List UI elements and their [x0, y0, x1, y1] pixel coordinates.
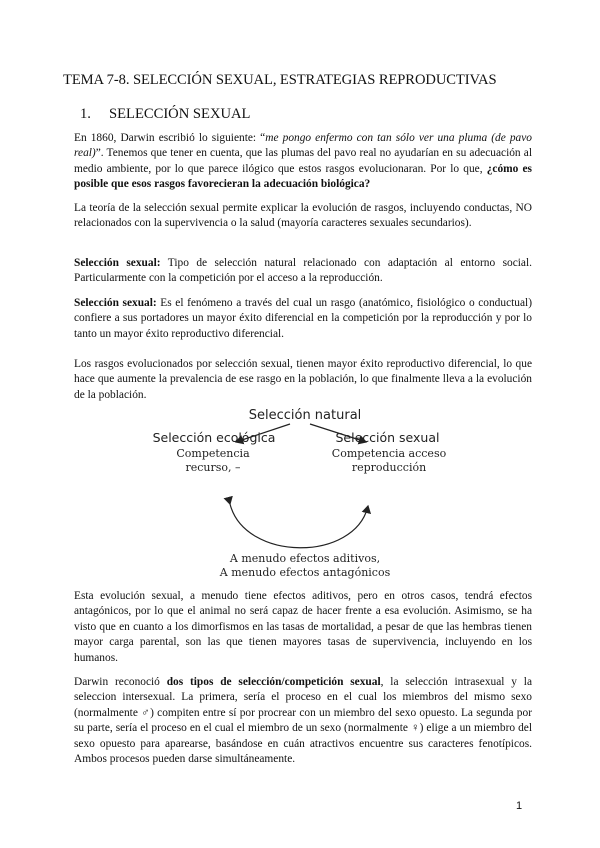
paragraph-definition-2 [74, 296, 532, 342]
diagram-right-sub1: Competencia acceso [331, 447, 447, 460]
document-title: TEMA 7-8. SELECCIÓN SEXUAL, ESTRATEGIAS REPRODUCTIVAS [63, 72, 497, 88]
p1-question: ¿cómo es posible que esos rasgos favorecieran la adecuación biológica? [74, 162, 532, 191]
p1-quote: me pongo enfermo con tan sólo ver una pluma (de pavo real) [74, 132, 533, 160]
paragraph-theory: La teoría de la selección sexual permite explicar la evolución de rasgos, incluyendo conductas, NO relacionados con la supervivencia o la salud (mayoría caracteres sexuales secundarios). [74, 202, 532, 230]
selection-diagram [150, 402, 450, 582]
section-number: 1. [80, 106, 91, 122]
paragraph-effects: Esta evolución sexual, a menudo tiene efectos aditivos, pero en otros casos, tendrá efectos antagónicos, por lo que el animal no será capaz de hacer frente a esa evolución. Asimismo, se ha visto que en cuanto a los dimorfismos en las tasas de mortalidad, a pesar de que las hembras tienen mayor carga parental, son las que tienen mayores tasas de supervivencia, incluyendo en los humanos. [74, 590, 532, 664]
p1-text-a: En 1860, Darwin escribió lo siguiente: “ [74, 132, 266, 144]
section-heading [80, 106, 250, 123]
p3-term: Selección sexual: [74, 257, 161, 269]
diagram-top-label: Selección natural [248, 408, 362, 423]
diagram-bottom-line1: A menudo efectos aditivos, [229, 552, 381, 565]
paragraph-evolution: Los rasgos evolucionados por selección sexual, tienen mayor éxito reproductivo diferencial, lo que hace que aumente la prevalencia de ese rasgo en la población, lo que finalmente lleva a la evolución de la población. [74, 358, 532, 401]
p7-text-a: Darwin reconoció [74, 676, 167, 688]
diagram-left-title: Selección ecológica [152, 430, 276, 445]
section-heading-text: SELECCIÓN SEXUAL [109, 106, 251, 122]
diagram-left-sub2: recurso, – [185, 461, 241, 474]
paragraph-darwin-quote [74, 131, 532, 193]
p7-bold: dos tipos de selección/competición sexual [166, 676, 381, 688]
diagram-left-sub1: Competencia [176, 447, 250, 460]
paragraph-definition-1 [74, 256, 532, 287]
diagram-right-sub2: reproducción [351, 461, 427, 474]
p4-term: Selección sexual: [74, 297, 157, 309]
p3-text: Tipo de selección natural relacionado con adaptación al entorno social. Particularmente con la competición por el acceso a la reproducción. [74, 257, 532, 285]
interaction-arrow [230, 504, 368, 548]
p1-text-b: ”. Tenemos que tener en cuenta, que las plumas del pavo real no ayudarían en su adecuación al medio ambiente, por lo que parece ilógico que estos rasgos evolucionaran. Por lo que, [74, 147, 532, 175]
page-number: 1 [516, 800, 523, 812]
diagram-bottom-line2: A menudo efectos antagónicos [219, 566, 391, 579]
paragraph-two-types [74, 675, 532, 767]
p7-text-b: , la selección intrasexual y la seleccion intersexual. La primera, sería el proceso en el cual los miembros del mismo sexo (normalmente ♂) compiten entre sí por procrear con un miembro del sexo opuesto. La segunda por su parte, sería el proceso en el cual el miembro de un sexo (normalmente ♀) elige a un miembro del sexo opuesto para aparearse, basándose en cuán atractivos encuentre sus caracteres fenotípicos. Ambos procesos pueden darse simultáneamente. [74, 676, 533, 766]
p4-text: Es el fenómeno a través del cual un rasgo (anatómico, fisiológico o conductual) confiere a sus portadores un mayor éxito diferencial en la competición por la reproducción y por lo tanto un mayor éxito reproductivo diferencial. [74, 297, 532, 340]
diagram-right-title: Selección sexual [335, 430, 440, 445]
